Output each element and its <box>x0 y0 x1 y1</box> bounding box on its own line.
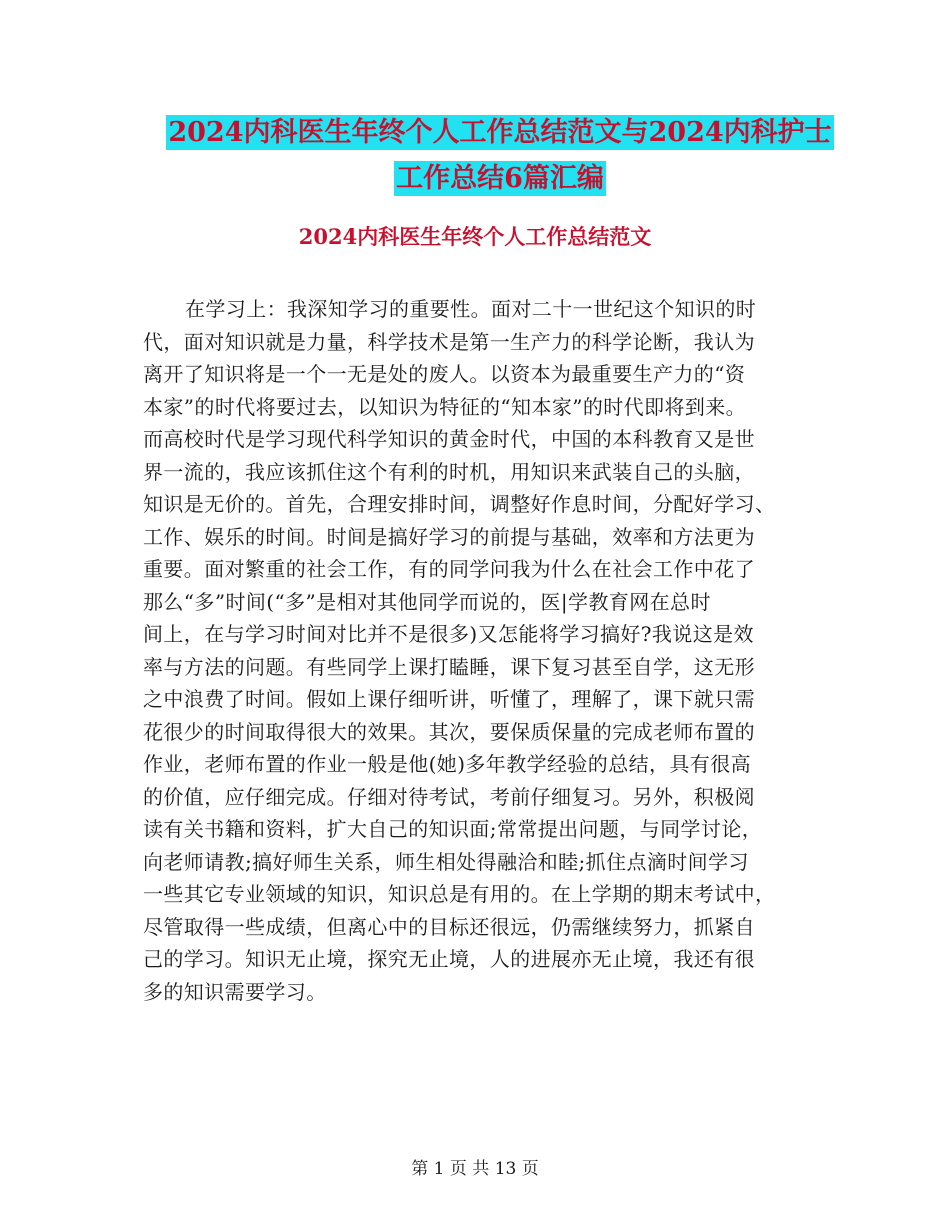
paragraph-line: 本家”的时代将要过去，以知识为特征的“知本家”的时代即将到来。 <box>143 394 747 419</box>
paragraph-line: 重要。面对繁重的社会工作，有的同学问我为什么在社会工作中花了 <box>143 557 755 581</box>
document-title <box>120 110 880 202</box>
body-paragraph <box>143 293 819 1008</box>
paragraph-line: 代，面对知识就是力量，科学技术是第一生产力的科学论断，我认为 <box>143 329 755 354</box>
paragraph-line: 的价值，应仔细完成。仔细对待考试，考前仔细复习。另外，积极阅 <box>143 784 755 809</box>
paragraph-line: 那么“多”时间(“多”是相对其他同学而说的，医|学教育网在总时 <box>143 589 711 614</box>
page-footer: 第 1 页 共 13 页 <box>411 1159 539 1179</box>
paragraph-line: 工作、娱乐的时间。时间是搞好学习的前提与基础，效率和方法更为 <box>143 524 755 549</box>
paragraph-line: 而高校时代是学习现代科学知识的黄金时代，中国的本科教育又是世 <box>143 427 755 451</box>
paragraph-line: 间上，在与学习时间对比并不是很多)又怎能将学习搞好?我说这是效 <box>143 622 754 646</box>
paragraph-line: 读有关书籍和资料，扩大自己的知识面;常常提出问题，与同学讨论， <box>143 817 763 841</box>
paragraph-line: 离开了知识将是一个一无是处的废人。以资本为最重要生产力的“资 <box>143 362 746 386</box>
paragraph-line: 知识是无价的。首先，合理安排时间，调整好作息时间，分配好学习、 <box>143 492 776 516</box>
paragraph-line: 多的知识需要学习。 <box>143 979 327 1004</box>
section-heading: 2024内科医生年终个人工作总结范文 <box>298 224 652 249</box>
paragraph-line: 之中浪费了时间。假如上课仔细听讲，听懂了，理解了，课下就只需 <box>143 687 755 711</box>
paragraph-line: 在学习上：我深知学习的重要性。面对二十一世纪这个知识的时 <box>185 297 757 321</box>
paragraph-line: 尽管取得一些成绩，但离心中的目标还很远，仍需继续努力，抓紧自 <box>143 914 755 939</box>
paragraph-line: 界一流的，我应该抓住这个有利的时机，用知识来武装自己的头脑， <box>143 459 755 484</box>
document-title-line-2: 工作总结6篇汇编 <box>396 163 604 194</box>
paragraph-line: 花很少的时间取得很大的效果。其次，要保质保量的完成老师布置的 <box>143 719 755 744</box>
paragraph-line: 作业，老师布置的作业一般是他(她)多年教学经验的总结，具有很高 <box>143 752 752 776</box>
paragraph-line: 一些其它专业领域的知识，知识总是有用的。在上学期的期末考试中， <box>143 882 776 906</box>
paragraph-line: 率与方法的问题。有些同学上课打瞌睡，课下复习甚至自学，这无形 <box>143 654 755 679</box>
document-title-line-1: 2024内科医生年终个人工作总结范文与2024内科护士 <box>168 117 832 148</box>
paragraph-line: 向老师请教;搞好师生关系，师生相处得融洽和睦;抓住点滴时间学习 <box>143 849 749 874</box>
paragraph-line: 己的学习。知识无止境，探究无止境，人的进展亦无止境，我还有很 <box>143 947 755 971</box>
